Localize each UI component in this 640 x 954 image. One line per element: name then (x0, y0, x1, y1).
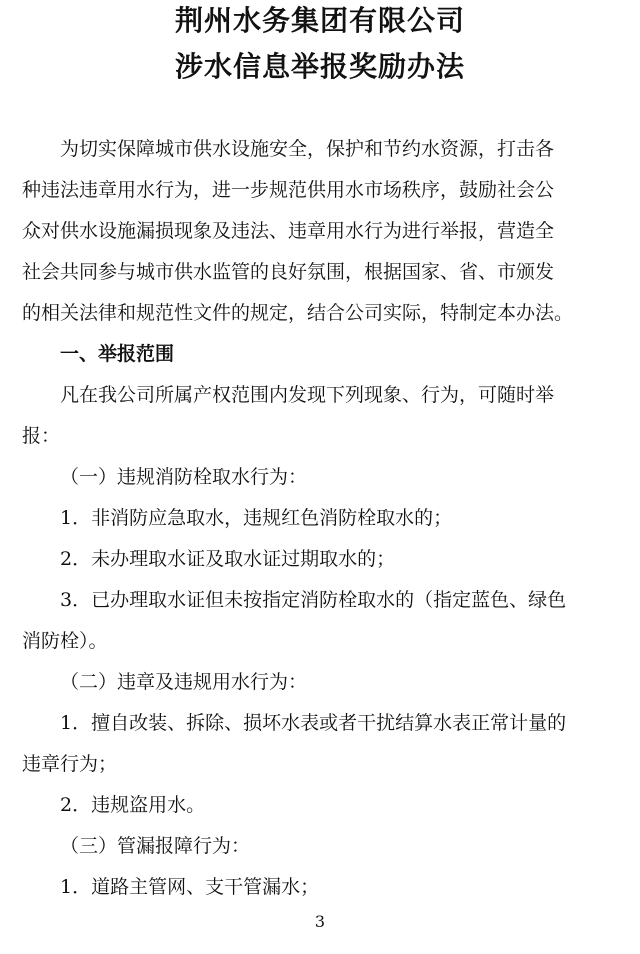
section-intro-line: 报： (22, 425, 61, 447)
list-item (22, 790, 622, 820)
list-item-text: 2．违规盗用水。 (60, 794, 206, 816)
list-item (22, 872, 622, 902)
list-item (22, 544, 622, 574)
subsection-heading (22, 667, 622, 697)
intro-text-1: 为切实保障城市供水设施安全，保护和节约水资源，打击各 (60, 138, 555, 160)
list-item (22, 503, 622, 533)
list-item-text: 1．擅自改装、拆除、损坏水表或者干扰结算水表正常计量的 (60, 712, 567, 734)
intro-paragraph-line (22, 134, 622, 164)
intro-paragraph-line: 的相关法律和规范性文件的规定，结合公司实际，特制定本办法。 (22, 302, 574, 324)
subsection-heading (22, 831, 622, 861)
list-item (22, 708, 622, 738)
list-item-text: 3．已办理取水证但未按指定消防栓取水的（指定蓝色、绿色 (60, 589, 567, 611)
intro-paragraph-line: 社会共同参与城市供水监管的良好氛围，根据国家、省、市颁发 (22, 261, 555, 283)
intro-paragraph-line: 种违法违章用水行为，进一步规范供用水市场秩序，鼓励社会公 (22, 179, 555, 201)
subsection-heading (22, 462, 622, 492)
list-item-text: 2．未办理取水证及取水证过期取水的； (60, 548, 396, 570)
section-intro-text-1: 凡在我公司所属产权范围内发现下列现象、行为，可随时举 (60, 384, 555, 406)
document-title-line2: 涉水信息举报奖励办法 (174, 50, 465, 83)
subsection-heading-text: （一）违规消防栓取水行为： (60, 466, 308, 488)
section-heading (22, 339, 622, 369)
list-item (22, 585, 622, 615)
list-item-continuation: 消防栓）。 (22, 630, 108, 652)
intro-paragraph-line: 众对供水设施漏损现象及违法、违章用水行为进行举报，营造全 (22, 220, 555, 242)
section-heading-text: 一、举报范围 (60, 343, 175, 365)
section-intro-line (22, 380, 622, 410)
list-item-text: 1．道路主管网、支干管漏水； (60, 876, 320, 898)
subsection-heading-text: （三）管漏报障行为： (60, 835, 251, 857)
list-item-text: 1．非消防应急取水，违规红色消防栓取水的； (60, 507, 453, 529)
subsection-heading-text: （二）违章及违规用水行为： (60, 671, 308, 693)
page-number: 3 (314, 912, 326, 931)
document-title-line1: 荆州水务集团有限公司 (174, 4, 465, 37)
list-item-continuation: 违章行为； (22, 753, 118, 775)
